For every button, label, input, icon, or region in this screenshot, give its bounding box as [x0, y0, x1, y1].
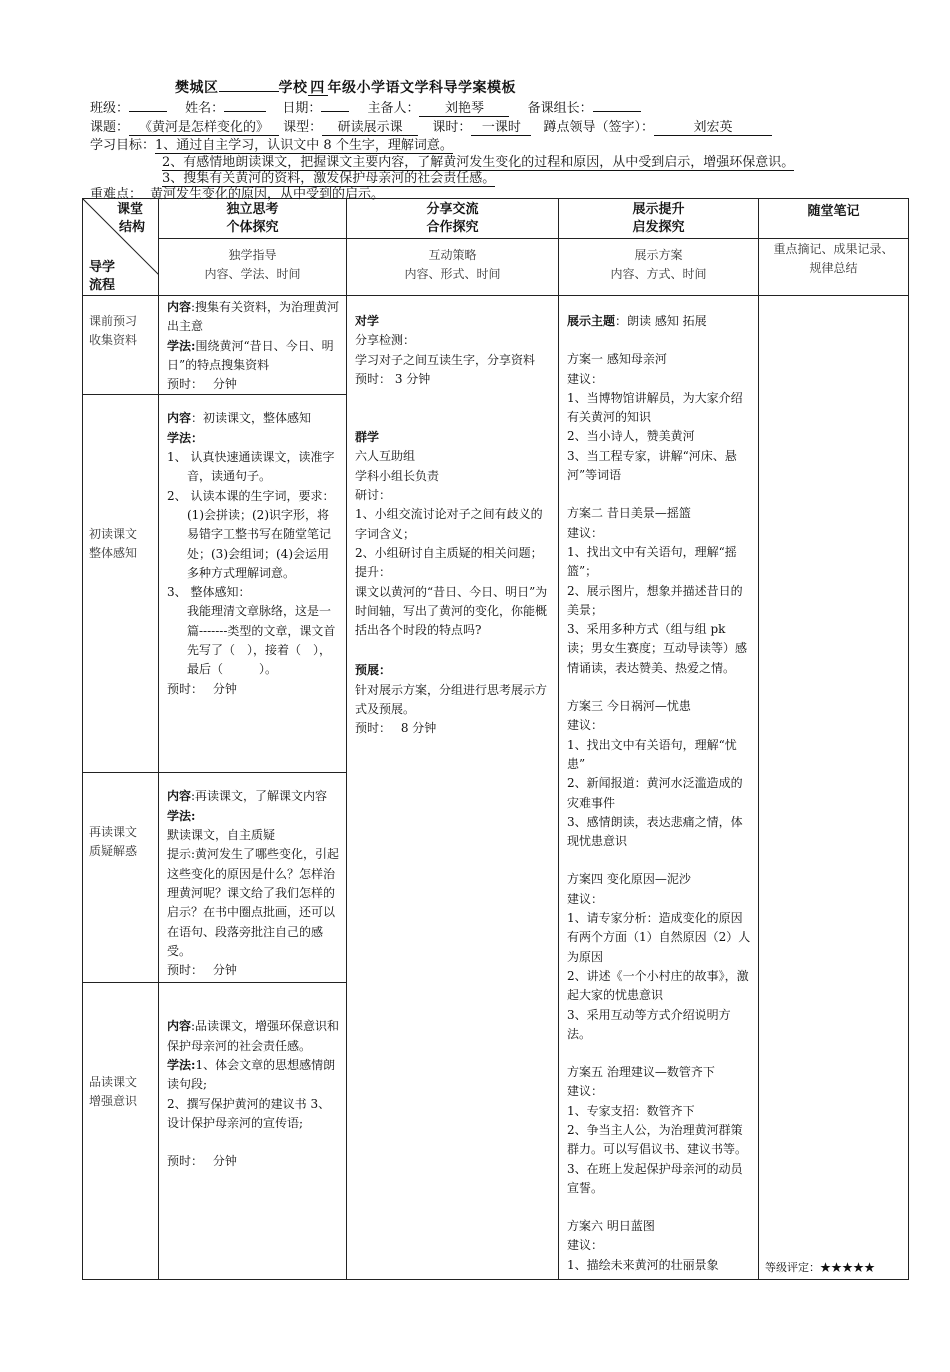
- goals-label: 学习目标：1、通过自主学习，认识文中 8 个生字，理解词意。: [90, 138, 453, 153]
- lesson-plan-table: [82, 198, 909, 1280]
- col2-subheader: 互动策略 内容、形式、时间: [347, 239, 559, 296]
- col3-subheader: 展示方案 内容、方式、时间: [559, 239, 759, 296]
- corner-bottom-label: 导学 流程: [89, 260, 116, 293]
- stage-1-label: 课前预习 收集资料: [83, 296, 159, 395]
- goal-2: 2、有感情地朗读课文，把握课文主要内容，了解黄河发生变化的过程和原因，从中受到启示，增强环保意识。: [162, 155, 795, 170]
- col1-header: 独立思考 个体探究: [159, 199, 347, 239]
- stage-1-guide: 内容:搜集有关资料，为治理黄河出主意 学法:围绕黄河“昔日、今日、明日”的特点搜集资料 预时： 分钟: [159, 296, 347, 395]
- page-title: 樊城区 学校 四 年级小学语文学科导学案模板: [175, 80, 516, 96]
- notes-column: [759, 296, 909, 1280]
- col1-subheader: 独学指导 内容、学法、时间: [159, 239, 347, 296]
- key-points: 重难点： 黄河发生变化的原因，从中受到的启示。: [90, 187, 385, 202]
- stage-2-guide: 内容：初读课文，整体感知 学法： 1、 认真快速通读课文，读准字音，读通句子。 2、 认读本课的生字词，要求： (1)会拼读；(2)识字形，将易错字工整书写在随堂笔记处；(3)会组词；(4)会运用多种方式理解词意。 3、 整体感知： 我能理清文章脉络，这是一篇-------类型的文章，课文首先写了（ ），接着（ ），最后（ ）。 预时： 分钟: [159, 395, 347, 773]
- col3-header: 展示提升 启发探究: [559, 199, 759, 239]
- corner-cell: [83, 199, 159, 296]
- stage-2-label: 初读课文 整体感知: [83, 395, 159, 773]
- col2-header: 分享交流 合作探究: [347, 199, 559, 239]
- stage-4-guide: 内容:品读课文，增强环保意识和保护母亲河的社会责任感。 学法:1、体会文章的思想感情朗读句段; 2、撰写保护黄河的建议书 3、设计保护母亲河的宣传语; 预时： 分钟: [159, 983, 347, 1280]
- info-line-1: 班级： 姓名： 日期： 主备人： 刘艳琴 备课组长：: [90, 97, 641, 117]
- rating: 等级评定：★★★★★: [765, 1261, 875, 1275]
- goal-3: 3、搜集有关黄河的资料，激发保护母亲河的社会责任感。: [162, 171, 496, 186]
- corner-top-label: 课堂 结构: [117, 202, 146, 235]
- stage-3-label: 再读课文 质疑解惑: [83, 773, 159, 983]
- stage-3-guide: 内容:再读课文，了解课文内容 学法: 默读课文，自主质疑 提示:黄河发生了哪些变化，引起这些变化的原因是什么？怎样治理黄河呢？课文给了我们怎样的启示？在书中圈点批画，还可以在语句、段落旁批注自己的感受。 预时： 分钟: [159, 773, 347, 983]
- col4-subheader: 重点摘记、成果记录、 规律总结: [759, 239, 909, 296]
- display-plans: 展示主题：朗读 感知 拓展 方案一 感知母亲河 建议： 1、当博物馆讲解员，为大家介绍有关黄河的知识 2、当小诗人，赞美黄河 3、当工程专家，讲解“河床、悬河”等词语 方案二 昔日美景—摇篮 建议： 1、找出文中有关语句，理解“摇篮”； 2、展示图片，想象并描述昔日的美景； 3、采用多种方式（组与组 pk 读；男女生赛度；互动导读等）感情诵读，表达赞美、热爱之情。 方案三 今日祸河—忧患 建议： 1、找出文中有关语句，理解“忧患” 2、新闻报道：黄河水泛滥造成的灾难事件 3、感情朗读，表达悲痛之情，体现忧患意识 方案四 变化原因—泥沙 建议： 1、请专家分析：造成变化的原因有两个方面（1）自然原因（2）人为原因 2、讲述《一个小村庄的故事》，激起大家的忧患意识 3、采用互动等方式介绍说明方法。 方案五 治理建议—数管齐下 建议： 1、专家支招：数管齐下 2、争当主人公，为治理黄河群策群力。可以写倡议书、建议书等。 3、在班上发起保护母亲河的动员宣誓。 方案六 明日蓝图 建议： 1、描绘未来黄河的壮丽景象: [559, 296, 759, 1280]
- stage-4-label: 品读课文 增强意识: [83, 983, 159, 1280]
- col4-header: 随堂笔记: [759, 199, 909, 239]
- info-line-2: 课题： 《黄河是怎样变化的》 课型： 研读展示课 课时： 一课时 蹲点领导（签字）： 刘宏英: [90, 116, 772, 136]
- interaction-strategy: 对学 分享检测： 学习对子之间互读生字，分享资料 预时： 3 分钟 群学 六人互助组 学科小组长负责 研讨： 1、小组交流讨论对子之间有歧义的字词含义； 2、小组研讨自主质疑的相关问题； 提升： 课文以黄河的“昔日、今日、明日”为时间轴，写出了黄河的变化，你能概括出各个时段的特点吗? 预展： 针对展示方案，分组进行思考展示方式及预展。 预时： 8 分钟: [347, 296, 559, 1280]
